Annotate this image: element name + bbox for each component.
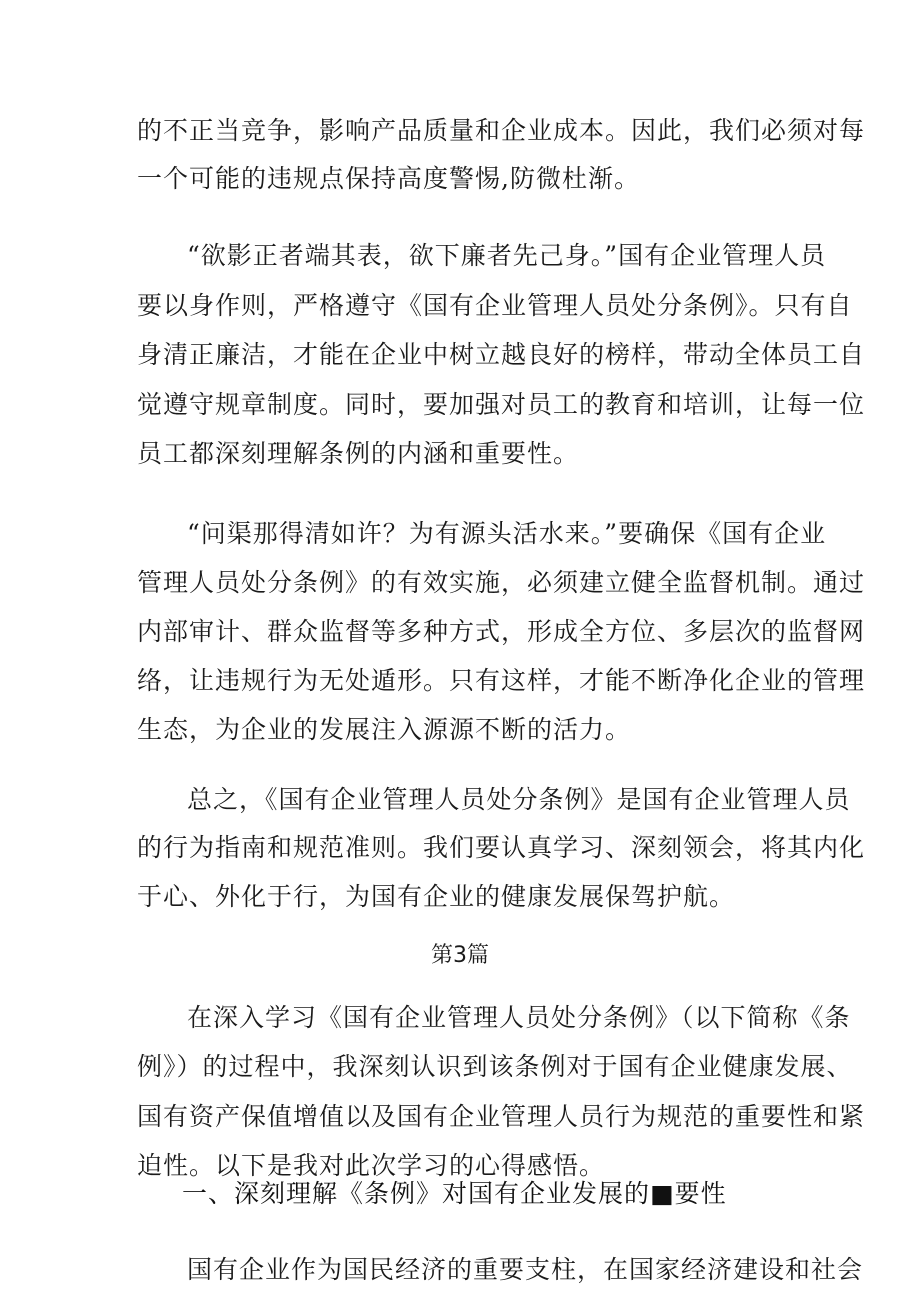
paragraph-line: “问渠那得清如许？为有源头活水来。”要确保《国有企业 <box>187 519 827 548</box>
section-heading: 一、深刻理解《条例》对国有企业发展的■要性 <box>182 1179 727 1208</box>
paragraph-line: “欲影正者端其表，欲下廉者先己身。”国有企业管理人员 <box>187 241 827 270</box>
paragraph-line: 管理人员处分条例》的有效实施，必须建立健全监督机制。通过 <box>137 568 866 597</box>
paragraph-line: 一个可能的违规点保持高度警惕,防微杜渐。 <box>137 164 640 193</box>
paragraph-line: 络，让违规行为无处遁形。只有这样，才能不断净化企业的管理 <box>137 666 866 695</box>
paragraph-line: 觉遵守规章制度。同时，要加强对员工的教育和培训，让每一位 <box>137 390 866 419</box>
paragraph-line: 员工都深刻理解条例的内涵和重要性。 <box>137 439 580 468</box>
paragraph-line: 国有资产保值增值以及国有企业管理人员行为规范的重要性和紧 <box>137 1102 866 1131</box>
paragraph-line: 的不正当竞争，影响产品质量和企业成本。因此，我们必须对每 <box>137 116 866 145</box>
paragraph-line: 内部审计、群众监督等多种方式，形成全方位、多层次的监督网 <box>137 617 866 646</box>
paragraph-line: 总之，《国有企业管理人员处分条例》是国有企业管理人员 <box>187 785 851 814</box>
paragraph-line: 生态，为企业的发展注入源源不断的活力。 <box>137 715 632 744</box>
paragraph-line: 例》）的过程中，我深刻认识到该条例对于国有企业健康发展、 <box>137 1052 853 1081</box>
paragraph-line: 迫性。以下是我对此次学习的心得感悟。 <box>137 1151 606 1180</box>
paragraph-line: 要以身作则，严格遵守《国有企业管理人员处分条例》。只有自 <box>137 291 853 320</box>
paragraph-line: 于心、外化于行，为国有企业的健康发展保驾护航。 <box>137 882 736 911</box>
section-title: 第3篇 <box>431 943 489 968</box>
paragraph-line: 身清正廉洁，才能在企业中树立越良好的榜样，带动全体员工自 <box>137 340 866 369</box>
paragraph-line: 的行为指南和规范准则。我们要认真学习、深刻领会，将其内化 <box>137 833 866 862</box>
paragraph-line: 国有企业作为国民经济的重要支柱，在国家经济建设和社会 <box>187 1255 864 1284</box>
paragraph-line: 在深入学习《国有企业管理人员处分条例》（以下简称《条 <box>187 1003 851 1032</box>
